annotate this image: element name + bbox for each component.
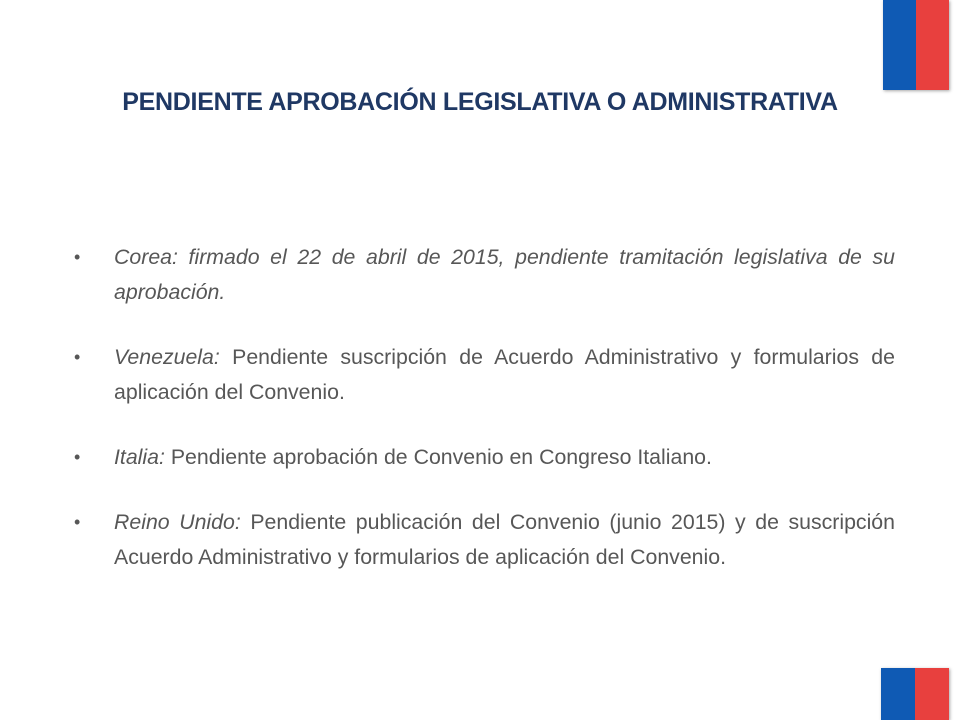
flag-blue-stripe <box>881 668 915 720</box>
bullet-text: Pendiente suscripción de Acuerdo Administrativo y formularios de aplicación del Convenio. <box>114 345 895 404</box>
bullet-dot: • <box>74 512 81 532</box>
bullet-text: Pendiente aprobación de Convenio en Congreso Italiano. <box>164 445 712 469</box>
bullet-country: Corea: firmado el 22 de abril de 2015, pendiente tramitación legislativa de su aprobación. <box>114 245 895 304</box>
bullet-item-italia <box>70 440 895 475</box>
flag-red-stripe <box>915 668 949 720</box>
bullet-country: Italia: <box>114 445 165 469</box>
bullet-dot: • <box>74 247 81 267</box>
flag-blue-stripe <box>883 0 916 90</box>
bullet-item-reino-unido <box>70 505 895 575</box>
slide-title: PENDIENTE APROBACIÓN LEGISLATIVA O ADMINISTRATIVA <box>122 88 838 116</box>
flag-red-stripe <box>916 0 949 90</box>
bullet-dot: • <box>74 447 81 467</box>
bullet-item-corea <box>70 240 895 310</box>
bullet-dot: • <box>74 347 81 367</box>
bullet-list <box>70 240 895 605</box>
flag-bar-bottom-icon <box>881 668 949 720</box>
bullet-text: Pendiente publicación del Convenio (junio 2015) y de suscripción Acuerdo Administrativo y formularios de aplicación del Convenio. <box>114 510 895 569</box>
bullet-country: Reino Unido: <box>114 510 241 534</box>
flag-bar-top-icon <box>883 0 949 90</box>
bullet-country: Venezuela: <box>114 345 220 369</box>
bullet-item-venezuela <box>70 340 895 410</box>
